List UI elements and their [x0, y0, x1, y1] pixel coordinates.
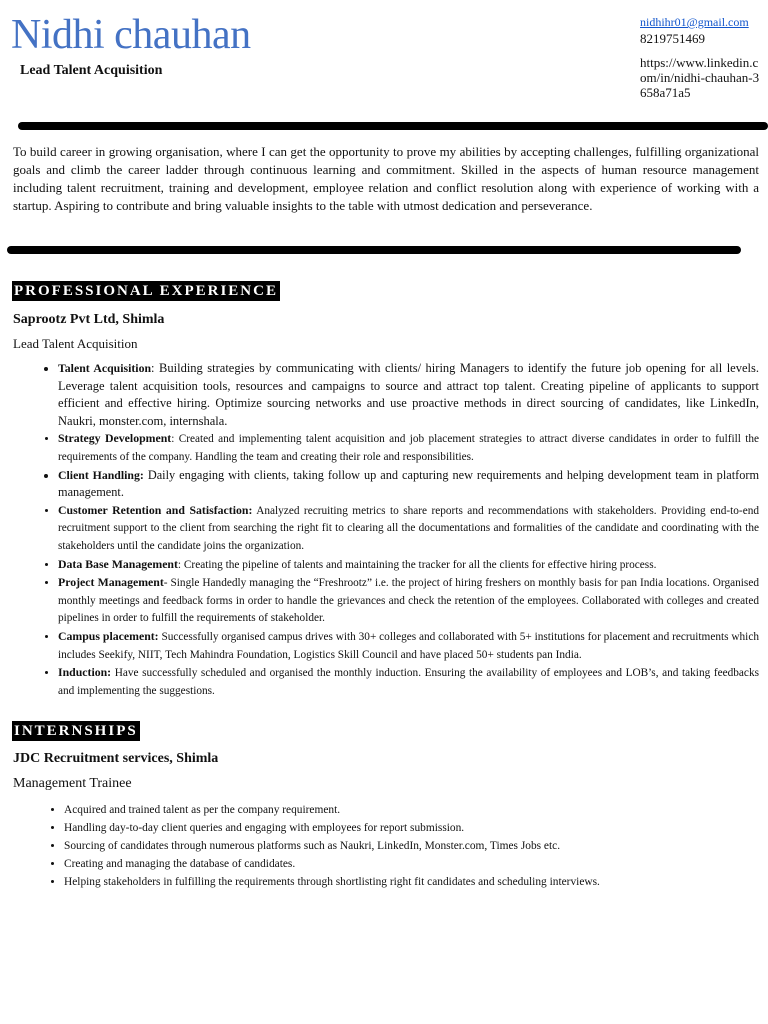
item-title: Data Base Management [58, 556, 178, 571]
item-title: Project Management [58, 575, 164, 590]
list-item: • Sourcing of candidates through numerous platforms such as Naukri, LinkedIn, Monster.com, Times Jobs etc. [64, 837, 762, 855]
section-heading-experience: PROFESSIONAL EXPERIENCE [14, 283, 278, 299]
experience-list [18, 360, 759, 700]
career-summary: To build career in growing organisation, where I can get the opportunity to prove my abilities by accepting challenges, fulfilling organizational goals and climb the career ladder through continuous learning and commitment. Skilled in the aspects of human resource management including talent recruitment, training and development, employee relation and conflict resolution along with experience of working with a startup. Aspiring to contribute and bring valuable insights to the table with utmost dedication and perseverance. [13, 144, 759, 213]
list-item: • Handling day-to-day client queries and engaging with employees for report submission. [64, 819, 762, 837]
list-item [58, 467, 759, 502]
list-item [58, 556, 759, 575]
candidate-name: Nidhi chauhan [11, 12, 251, 58]
item-text: Have successfully scheduled and organised the monthly induction. Ensuring the availability of employees and LOB’s, and taking feedbacks and implementing the suggestions. [58, 667, 759, 697]
list-item: • Helping stakeholders in fulfilling the requirements through shortlisting right fit candidates and scheduling interviews. [64, 873, 762, 891]
item-title: Strategy Development [58, 431, 172, 446]
item-title: Campus placement: [58, 628, 159, 643]
item-separator: : [177, 558, 184, 571]
internship-company: JDC Recruitment services, Shimla [13, 751, 219, 766]
experience-position: Lead Talent Acquisition [13, 336, 138, 351]
item-text: Successfully organised campus drives with 30+ colleges and collaborated with 5+ institutions for placement and recruitments which includes Seekify, NIIT, Tech Mahindra Foundation, Logistics Skill Council and have placed 50+ students pan India. [58, 630, 759, 661]
list-item [58, 628, 759, 664]
list-item [58, 574, 759, 628]
list-item: • Acquired and trained talent as per the company requirement. [64, 801, 762, 819]
item-text: Building strategies by communicating with clients/ hiring Managers to identify the future job opening for all levels. Leverage talent acquisition tools, resources and campaigns to source and attract top talent. Creating pipeline of applicants to support efficient and effective hiring. Optimize sourcing networks and use proactive methods in direct sourcing of candidates, like LinkedIn, Naukri, monster.com, internshala. [58, 361, 759, 428]
section-heading-internships: INTERNSHIPS [14, 723, 138, 739]
linkedin-url[interactable]: https://www.linkedin.com/in/nidhi-chauhan-3658a71a5 [640, 55, 760, 100]
list-item [58, 664, 759, 700]
internship-list [22, 801, 762, 891]
item-separator: - [163, 577, 171, 590]
internship-position: Management Trainee [13, 776, 132, 791]
item-text: Daily engaging with clients, taking follow up and capturing new requirements and helping development team in platform management. [58, 467, 760, 500]
item-title: Induction: [58, 665, 112, 680]
item-text: Created and implementing talent acquisition and job placement strategies to attract diverse candidates in order to fulfill the requirements of the company. Handling the team and creating their role and responsibilities. [58, 433, 760, 463]
candidate-role: Lead Talent Acquisition [20, 63, 163, 78]
item-text: Creating the pipeline of talents and maintaining the tracker for all the clients for effective hiring process. [183, 558, 657, 571]
list-item [58, 430, 759, 466]
item-separator: : [151, 361, 160, 375]
list-item: • Creating and managing the database of candidates. [64, 855, 762, 873]
item-text: Single Handedly managing the “Freshrootz” i.e. the project of hiring freshers on monthly basis for pan India locations. Organised monthly meetings and feedback forms in order to handle the grievances and check the retention of the employees. Collaborated with colleges and created pipelines in order to fulfill the requirements of stakeholder. [58, 577, 759, 625]
email-link[interactable]: nidhihr01@gmail.com [640, 15, 749, 29]
item-title: Talent Acquisition [58, 361, 152, 375]
item-title: Customer Retention and Satisfaction: [58, 502, 253, 517]
experience-company: Saprootz Pvt Ltd, Shimla [13, 312, 165, 327]
phone-number: 8219751469 [640, 31, 705, 46]
item-separator: : [171, 433, 179, 446]
summary-divider [7, 246, 741, 254]
item-text: Analyzed recruiting metrics to share reports and recommendations with stakeholders. Providing end-to-end recruitment support to the client from searching the right fit to clearing all the documentations and formalities of the candidate and coordinating with the stakeholders until the candidate joins the organization. [58, 504, 760, 552]
list-item [58, 502, 759, 556]
list-item [58, 360, 759, 430]
item-title: Client Handling: [58, 467, 144, 482]
contact-block [640, 15, 764, 100]
header-divider [18, 122, 768, 130]
